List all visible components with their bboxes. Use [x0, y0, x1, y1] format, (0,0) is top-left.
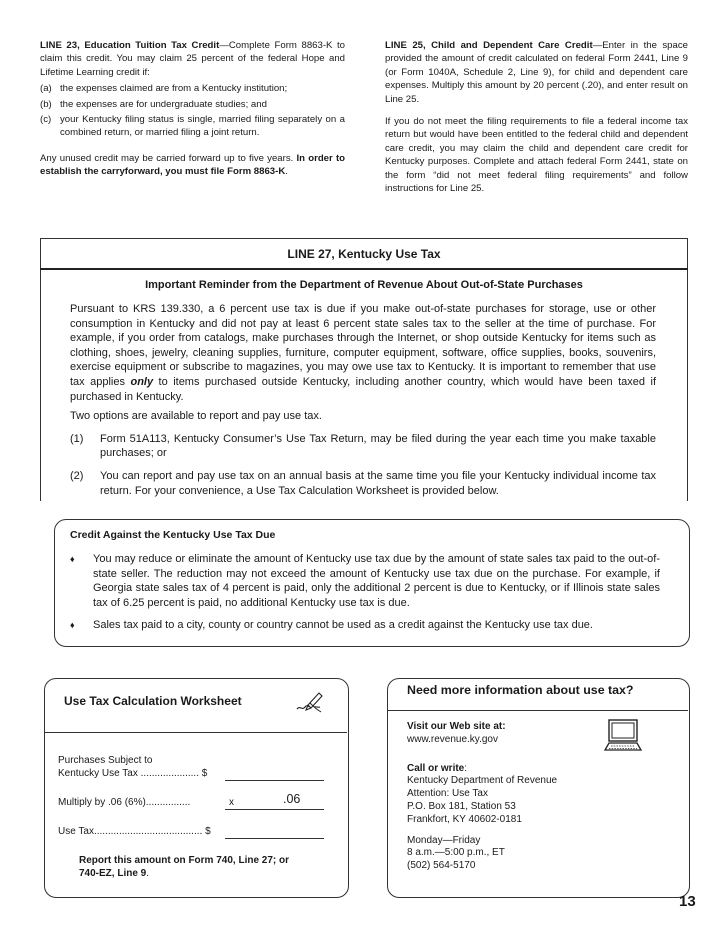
option-2: (2) You can report and pay use tax on an annual basis at the same time you file your Kentucky individual income tax return. For your convenience, a Use Tax Calculation Worksheet is provided below. [70, 469, 656, 497]
visit-block [407, 721, 607, 747]
use-tax-amount-field[interactable] [225, 838, 324, 839]
page-number: 13 [679, 893, 696, 910]
line25-section [385, 39, 688, 195]
line23-intro: LINE 23, Education Tuition Tax Credit—Complete Form 8863-K to claim this credit. You may claim 25 percent of the federal Hope and Lifetime Learning credit if: [40, 40, 346, 78]
line23-section [40, 39, 345, 179]
use-tax-para1: Pursuant to KRS 139.330, a 6 percent use tax is due if you make out-of-state purchases for storage, use or other consumption in Kentucky and did not pay at least 6 percent state sales tax to the seller at the time of purchase. For example, if you order from catalogs, make purchases through the Internet, or shop outside Kentucky for items such as clothing, shoes, jewelry, cleaning supplies, furniture, computer equipment, software, office supplies, books, souvenirs, exercise equipment or subscribe to magazines, you may owe use tax to Kentucky. It is important to remember that use tax applies only to items purchased outside Kentucky, including another country, which would have been taxed if purchased in Kentucky. [70, 303, 656, 403]
line23-item-a: (a) the expenses claimed are from a Kentucky institution; [40, 83, 288, 95]
line23-title: LINE 23, Education Tuition Tax Credit [40, 40, 220, 51]
website-link[interactable]: www.revenue.ky.gov [407, 733, 498, 745]
pen-writing-icon [294, 690, 324, 714]
use-tax-label: Use Tax....................................... $ [58, 826, 211, 837]
credit-title: Credit Against the Kentucky Use Tax Due [70, 529, 276, 541]
multiply-rate: .06 [283, 792, 301, 806]
call-label: Call or write [407, 762, 465, 774]
hours-block: Monday—Friday 8 a.m.—5:00 p.m., ET (502) 564-5170 [407, 834, 505, 872]
credit-list [70, 552, 660, 641]
computer-icon [603, 718, 643, 754]
reminder-heading: Important Reminder from the Department of Revenue About Out-of-State Purchases [145, 279, 583, 291]
address-block: Call or write: Kentucky Department of Revenue Attention: Use Tax P.O. Box 181, Station 53 Frankfort, KY 40602-0181 [407, 762, 558, 825]
report-line-1: Report this amount on Form 740, Line 27; or [79, 855, 290, 866]
multiply-label: Multiply by .06 (6%)................ [58, 797, 191, 808]
report-line-2: 740-EZ, Line 9. [79, 868, 150, 879]
diamond-bullet-icon: ♦ [70, 554, 75, 564]
line25-para1: LINE 25, Child and Dependent Care Credit—Enter in the space provided the amount of credit calculated on federal Form 2441, Line 9 (or Form 1040A, Schedule 2, Line 9), for child and dependent care expenses. Multiply this amount by 20 percent (.20), and enter result on Line 25. [385, 40, 688, 105]
line23-carryforward: Any unused credit may be carried forward up to five years. In order to establish the carryforward, you must file Form 8863-K. [40, 152, 345, 178]
diamond-bullet-icon: ♦ [70, 620, 75, 631]
multiply-x: x [229, 797, 234, 808]
line25-para2: If you do not meet the filing requirements to file a federal income tax return but would have been entitled to the federal child and dependent care credit, you may claim the child and dependent care credit for Kentucky purposes. Complete and attach federal Form 2441, state on the form “did not meet federal filing requirements” and follow instructions for Line 25. [385, 116, 688, 195]
use-tax-body [70, 302, 656, 498]
purchases-label-1: Purchases Subject to [58, 755, 153, 766]
phone-number: (502) 564-5170 [407, 860, 476, 872]
purchases-amount-field[interactable] [225, 780, 324, 781]
credit-bullet-1: ♦ You may reduce or eliminate the amount of Kentucky use tax due by the amount of state sales tax paid to the out-of-state seller. The reduction may not exceed the amount of Kentucky use tax due on the purchase. For example, if Georgia state sales tax of 4 percent is paid, only the additional 2 percent is due to Kentucky, or if Illinois state sales tax of 6.25 percent is paid, no additional Kentucky use tax is due. [70, 553, 660, 609]
credit-bullet-2: ♦ Sales tax paid to a city, county or country cannot be used as a credit against the Kentucky use tax due. [70, 619, 593, 632]
visit-label: Visit our Web site at: [407, 721, 506, 732]
option-1: (1) Form 51A113, Kentucky Consumer’s Use Tax Return, may be filed during the year each time you make taxable purchases; or [70, 432, 656, 460]
worksheet-title: Use Tax Calculation Worksheet [64, 694, 242, 708]
info-body [407, 721, 607, 881]
only-emphasis: only [130, 375, 154, 388]
info-title: Need more information about use tax? [407, 683, 634, 697]
purchases-label-2: Kentucky Use Tax ..................... $ [58, 768, 208, 779]
line25-title: LINE 25, Child and Dependent Care Credit [385, 40, 593, 51]
line23-item-c: (c) your Kentucky filing status is single, married filing separately on a combined return, or married filing a joint return. [40, 114, 345, 139]
use-tax-title: LINE 27, Kentucky Use Tax [287, 247, 441, 261]
use-tax-para2: Two options are available to report and pay use tax. [70, 410, 322, 423]
line23-item-b: (b) the expenses are for undergraduate studies; and [40, 98, 267, 110]
multiply-rule [225, 809, 324, 810]
